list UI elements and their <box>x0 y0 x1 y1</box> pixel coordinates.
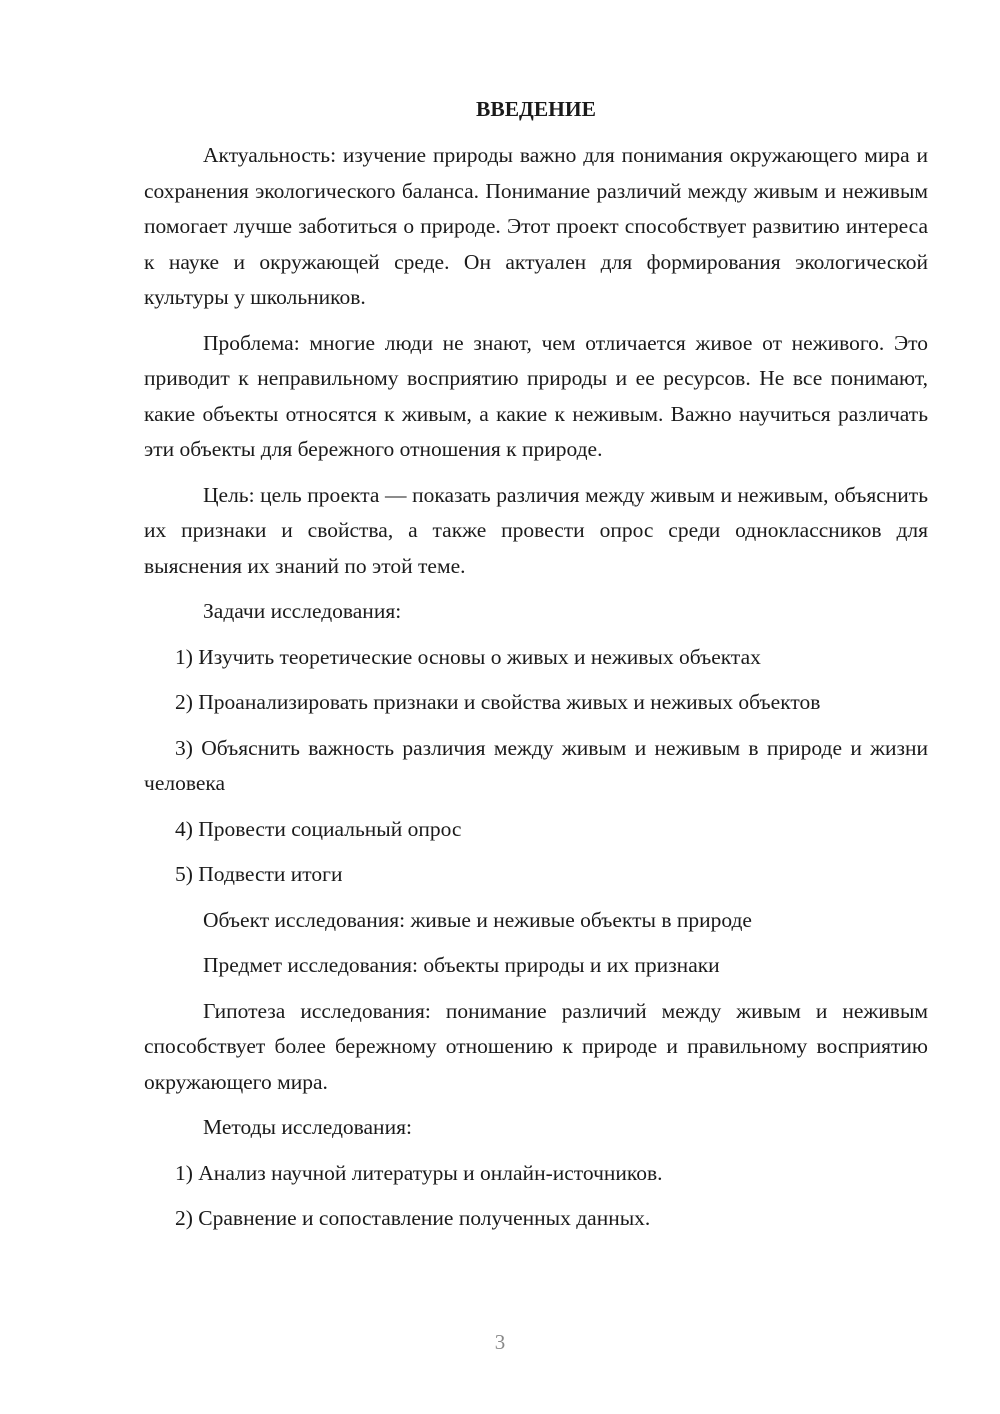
task-item: 2) Проанализировать признаки и свойства живых и неживых объектов <box>175 690 821 714</box>
task-item: 3) Объяснить важность различия между живым и неживым в природе и жизни человека <box>144 735 928 795</box>
page-number: 3 <box>494 1330 506 1354</box>
research-object: Объект исследования: живые и неживые объекты в природе <box>203 907 752 932</box>
page-title: ВВЕДЕНИЕ <box>476 97 596 121</box>
goal-paragraph: Цель: цель проекта — показать различия между живым и неживым, объяснить их признаки и свойства, а также провести опрос среди одноклассников для выяснения их знаний по этой теме. <box>144 482 928 578</box>
method-item: 2) Сравнение и сопоставление полученных данных. <box>175 1206 651 1230</box>
task-item: 5) Подвести итоги <box>175 862 343 886</box>
tasks-heading: Задачи исследования: <box>203 599 402 623</box>
methods-heading: Методы исследования: <box>203 1115 412 1139</box>
document-page <box>144 92 928 1247</box>
problem-paragraph: Проблема: многие люди не знают, чем отличается живое от неживого. Это приводит к неправильному восприятию природы и ее ресурсов. Не все понимают, какие объекты относятся к живым, а какие к неживым. Важно научиться различать эти объекты для бережного отношения к природе. <box>144 330 928 461</box>
relevance-paragraph: Актуальность: изучение природы важно для понимания окружающего мира и сохранения экологического баланса. Понимание различий между живым и неживым помогает лучше заботиться о природе. Этот проект способствует развитию интереса к науке и окружающей среде. Он актуален для формирования экологической культуры у школьников. <box>144 143 928 309</box>
method-item: 1) Анализ научной литературы и онлайн-источников. <box>175 1160 663 1185</box>
hypothesis-paragraph: Гипотеза исследования: понимание различий между живым и неживым способствует более бережному отношению к природе и правильному восприятию окружающего мира. <box>144 998 928 1094</box>
research-subject: Предмет исследования: объекты природы и их признаки <box>203 953 720 977</box>
task-item: 1) Изучить теоретические основы о живых и неживых объектах <box>175 644 761 669</box>
task-item: 4) Провести социальный опрос <box>175 816 462 841</box>
